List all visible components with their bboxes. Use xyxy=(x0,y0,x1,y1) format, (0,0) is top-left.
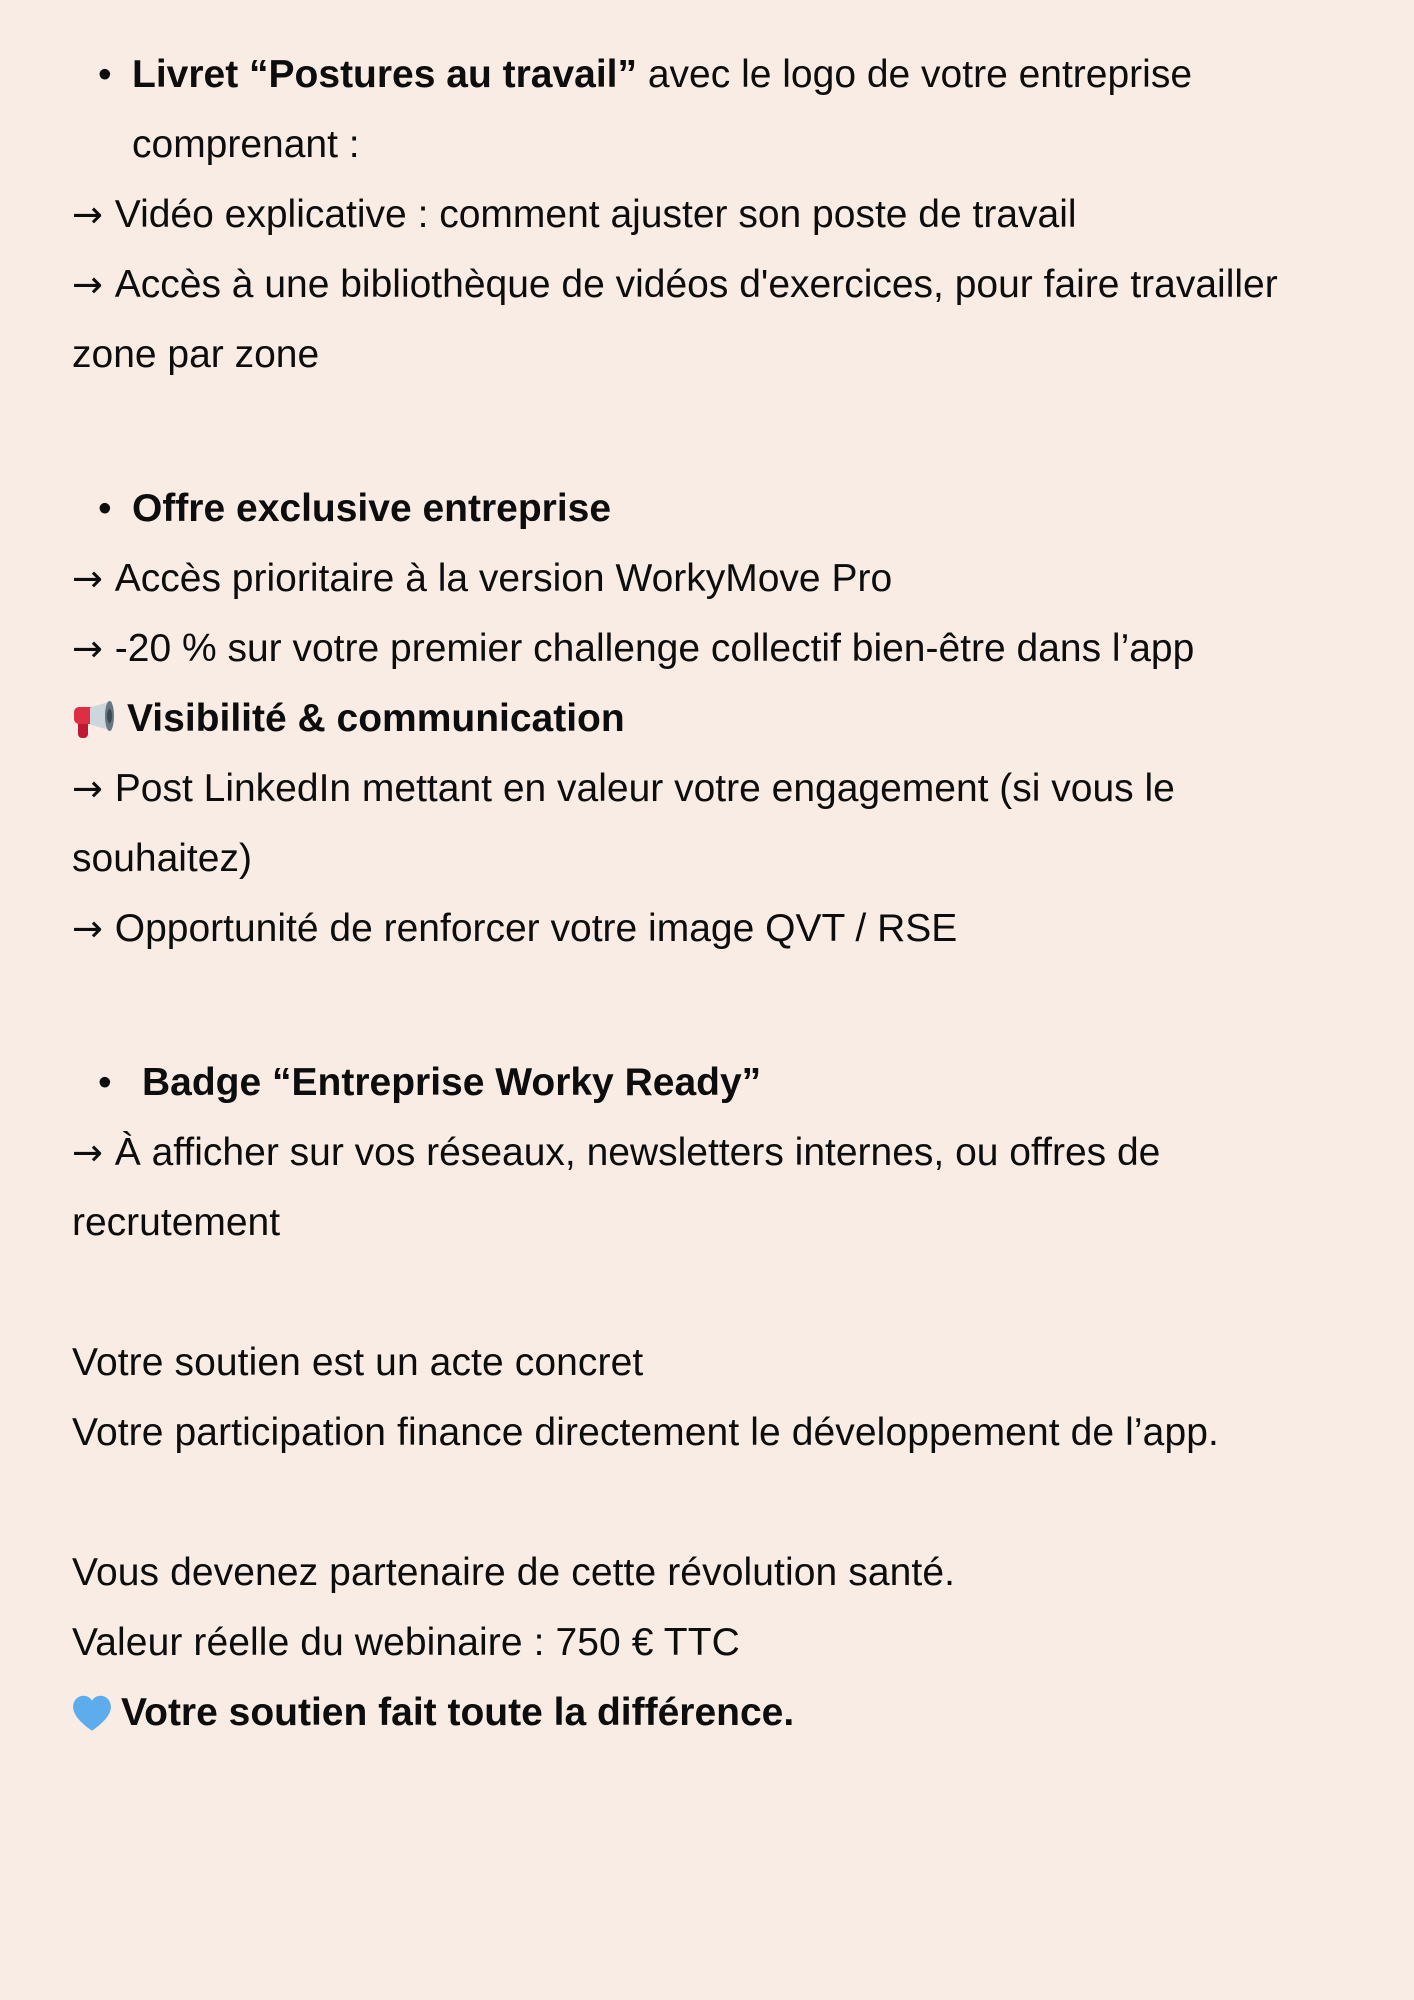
section-heading-soutien xyxy=(72,1678,1362,1748)
arrow-right-icon: → xyxy=(72,767,115,810)
arrow-line-text: Accès prioritaire à la version WorkyMove Pro xyxy=(114,557,893,600)
section-heading-text: Visibilité & communication xyxy=(127,697,625,740)
arrow-line xyxy=(72,894,1362,964)
section-spacer xyxy=(72,390,1362,474)
paragraph-line: Vous devenez partenaire de cette révolution santé. xyxy=(72,1551,956,1594)
list-item-text xyxy=(142,1048,1362,1118)
arrow-right-icon: → xyxy=(72,907,115,950)
arrow-right-icon: → xyxy=(72,263,115,306)
arrow-line xyxy=(72,544,1362,614)
arrow-line-text: Vidéo explicative : comment ajuster son poste de travail xyxy=(114,193,1077,236)
list-item xyxy=(72,1048,1362,1118)
list-item-text xyxy=(132,40,1362,180)
document-content xyxy=(72,40,1362,1748)
list-item xyxy=(72,474,1362,544)
list-item-rest: avec le logo de votre entreprise comprenant : xyxy=(132,53,1203,166)
arrow-right-icon: → xyxy=(72,627,115,670)
arrow-right-icon: → xyxy=(72,557,115,600)
arrow-line xyxy=(72,250,1362,390)
list-item-lead: Livret “Postures au travail” xyxy=(132,53,638,96)
bullet-icon: • xyxy=(98,53,112,96)
arrow-line-text: À afficher sur vos réseaux, newsletters internes, ou offres de recrutement xyxy=(72,1131,1172,1244)
list-item-text xyxy=(132,474,1362,544)
list-item-lead: Offre exclusive entreprise xyxy=(132,487,612,530)
paragraph-line: Votre soutien est un acte concret xyxy=(72,1341,644,1384)
arrow-right-icon: → xyxy=(72,193,115,236)
arrow-line-text: Post LinkedIn mettant en valeur votre engagement (si vous le souhaitez) xyxy=(72,767,1186,880)
bullet-icon: • xyxy=(98,487,112,530)
section-heading-text: Votre soutien fait toute la différence. xyxy=(121,1691,795,1734)
arrow-line-text: Accès à une bibliothèque de vidéos d'exercices, pour faire travailler zone par zone xyxy=(72,263,1289,376)
arrow-line-text: Opportunité de renforcer votre image QVT / RSE xyxy=(114,907,958,950)
list-item xyxy=(72,40,1362,180)
section-spacer xyxy=(72,1258,1362,1328)
arrow-line xyxy=(72,180,1362,250)
arrow-line-text: -20 % sur votre premier challenge collectif bien-être dans l’app xyxy=(114,627,1195,670)
paragraph-line: Valeur réelle du webinaire : 750 € TTC xyxy=(72,1621,740,1664)
list-item-lead: Badge “Entreprise Worky Ready” xyxy=(142,1061,762,1104)
bullet-icon: • xyxy=(98,1061,112,1104)
arrow-right-icon: → xyxy=(72,1131,115,1174)
paragraph-line: Votre participation finance directement le développement de l’app. xyxy=(72,1411,1219,1454)
arrow-line xyxy=(72,1118,1362,1258)
arrow-line xyxy=(72,614,1362,684)
section-heading-visibilite xyxy=(72,684,1362,754)
section-spacer xyxy=(72,1468,1362,1538)
arrow-line xyxy=(72,754,1362,894)
section-spacer xyxy=(72,964,1362,1048)
megaphone-icon xyxy=(72,698,118,740)
blue-heart-icon xyxy=(72,1694,112,1732)
